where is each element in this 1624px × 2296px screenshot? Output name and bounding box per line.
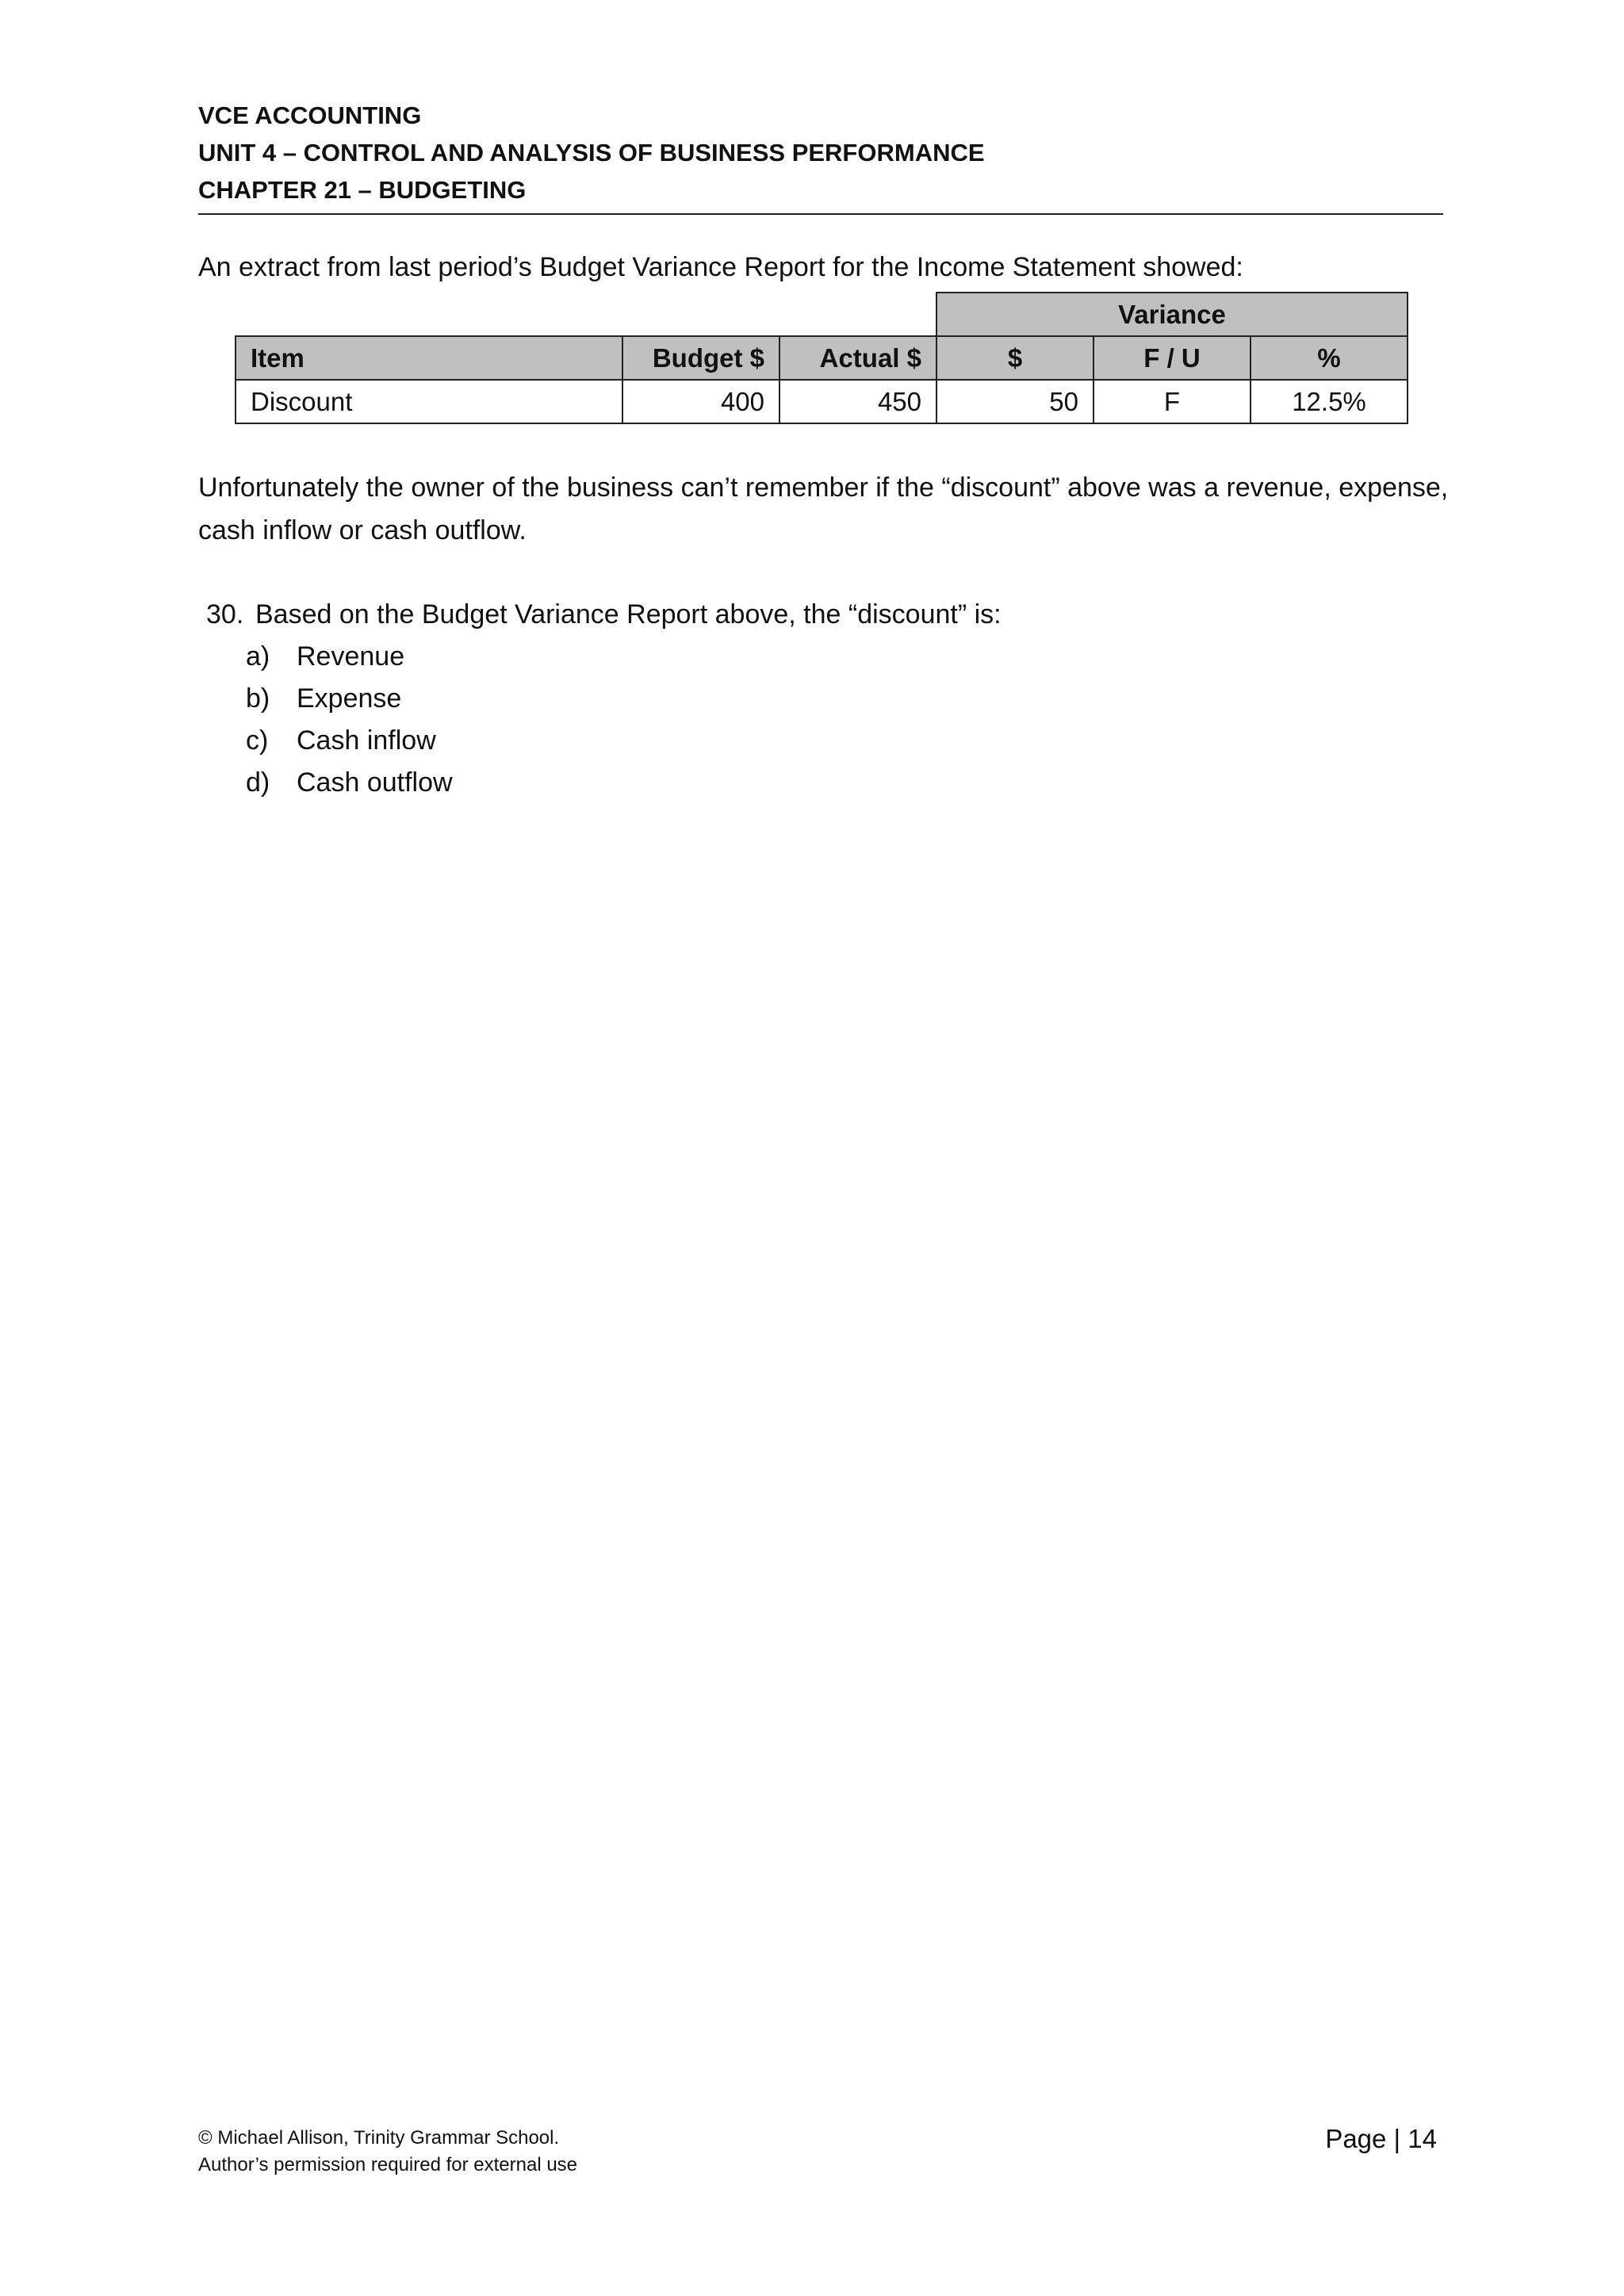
option-c — [246, 720, 453, 762]
cell-variance-percent: 12.5% — [1251, 380, 1408, 423]
column-header-item: Item — [236, 336, 622, 380]
option-a — [246, 636, 453, 678]
cell-variance-dollar: 50 — [936, 380, 1094, 423]
option-letter: d) — [246, 767, 270, 798]
option-d — [246, 762, 453, 804]
copyright-text: © Michael Allison, Trinity Grammar School. — [198, 2127, 560, 2149]
cell-item: Discount — [236, 380, 622, 423]
cell-favourable-unfavourable: F — [1094, 380, 1251, 423]
footer-credits — [198, 2125, 577, 2179]
option-text: Cash inflow — [297, 725, 436, 756]
permission-text: Author’s permission required for external use — [198, 2154, 578, 2175]
page-header — [198, 97, 1443, 215]
column-header-favourable-unfavourable: F / U — [1094, 336, 1251, 380]
question-text: Based on the Budget Variance Report above, the “discount” is: — [255, 599, 1002, 629]
option-letter: c) — [246, 725, 269, 756]
option-text: Cash outflow — [297, 767, 453, 798]
table-group-header-row — [236, 293, 1408, 336]
column-header-variance-percent: % — [1251, 336, 1408, 380]
option-letter: b) — [246, 683, 270, 714]
cell-budget: 400 — [622, 380, 779, 423]
budget-variance-table — [235, 292, 1408, 424]
page-number: Page | 14 — [1325, 2124, 1437, 2153]
option-text: Expense — [297, 683, 402, 714]
option-text: Revenue — [297, 641, 405, 672]
intro-text: An extract from last period’s Budget Variance Report for the Income Statement showed: — [198, 252, 1243, 282]
context-paragraph: Unfortunately the owner of the business can’t remember if the “discount” above was a revenue, expense, cash inflow or cash outflow. — [198, 473, 1449, 545]
column-header-actual: Actual $ — [779, 336, 936, 380]
table-row — [236, 380, 1408, 423]
cell-actual: 450 — [779, 380, 936, 423]
unit-title: UNIT 4 – CONTROL AND ANALYSIS OF BUSINESS PERFORMANCE — [198, 139, 985, 166]
table-header-row — [236, 336, 1408, 380]
course-title: VCE ACCOUNTING — [198, 101, 422, 129]
answer-options — [246, 636, 453, 804]
question-30 — [206, 593, 1002, 636]
column-header-budget: Budget $ — [622, 336, 779, 380]
question-number: 30. — [206, 599, 244, 629]
chapter-title: CHAPTER 21 – BUDGETING — [198, 176, 527, 204]
variance-group-header: Variance — [936, 293, 1408, 336]
option-b — [246, 678, 453, 720]
option-letter: a) — [246, 641, 270, 672]
column-header-variance-dollar: $ — [936, 336, 1094, 380]
